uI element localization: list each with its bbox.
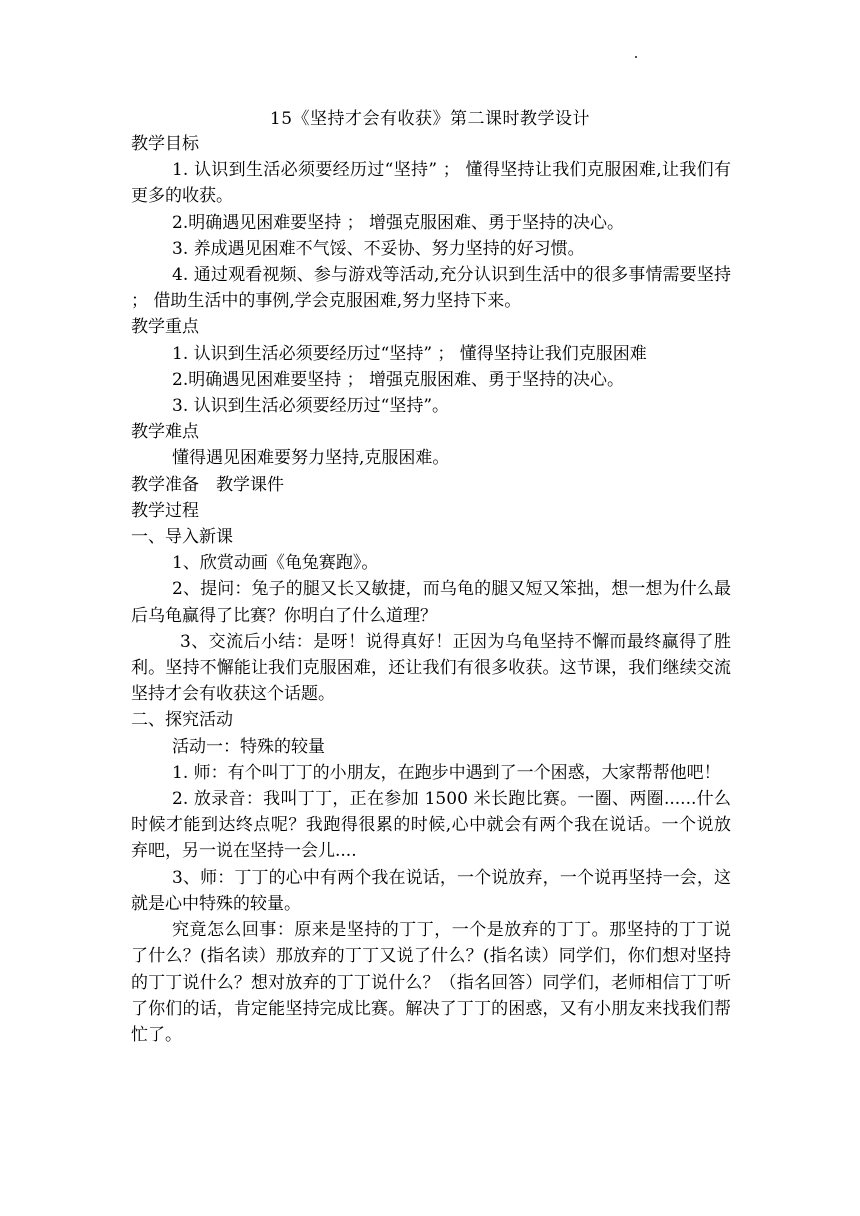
section2-paragraph-3: 3、师：丁丁的心中有两个我在说话，一个说放弃，一个说再坚持一会，这就是心中特殊的较量。 bbox=[131, 867, 731, 914]
process-heading: 教学过程 bbox=[131, 500, 199, 521]
section2-paragraph-2: 2. 放录音：我叫丁丁，正在参加 1500 米长跑比赛。一圈、两圈......什么时候才能到达终点呢？我跑得很累的时候,心中就会有两个我在说话。一个说放弃吧，另一说在坚持一会儿.... bbox=[131, 789, 731, 862]
section1-paragraph-2: 2、提问：兔子的腿又长又敏捷，而乌龟的腿又短又笨拙，想一想为什么最后乌龟赢得了比赛？你明白了什么道理？ bbox=[131, 579, 731, 626]
key-point-item-2: 2.明确遇见困难要坚持 ； 增强克服困难、勇于坚持的决心。 bbox=[172, 369, 625, 390]
goal-item-1: 1. 认识到生活必须要经历过“坚持” ； 懂得坚持让我们克服困难,让我们有更多的收获。 bbox=[131, 160, 731, 207]
activity-title: 活动一：特殊的较量 bbox=[172, 736, 325, 757]
document-title: 15《坚持才会有收获》第二课时教学设计 bbox=[269, 109, 591, 129]
goals-heading: 教学目标 bbox=[131, 134, 199, 154]
difficulties-heading: 教学难点 bbox=[131, 422, 199, 443]
section1-heading: 一、导入新课 bbox=[131, 527, 233, 548]
key-point-item-1: 1. 认识到生活必须要经历过“坚持” ； 懂得坚持让我们克服困难 bbox=[172, 343, 647, 364]
goal-item-3: 3. 养成遇见困难不气馁、不妥协、努力坚持的好习惯。 bbox=[172, 238, 585, 259]
preparation-line: 教学准备 教学课件 bbox=[131, 474, 284, 495]
goal-item-4: 4. 通过观看视频、参与游戏等活动,充分认识到生活中的很多事情需要坚持 ； 借助生活中的事例,学会克服困难,努力坚持下来。 bbox=[131, 265, 731, 312]
document-body bbox=[131, 131, 731, 1048]
section2-paragraph-4: 究竟怎么回事：原来是坚持的丁丁，一个是放弃的丁丁。那坚持的丁丁说了什么？(指名读）那放弃的丁丁又说了什么？(指名读）同学们，你们想对坚持的丁丁说什么？想对放弃的丁丁说什么？（指名回答）同学们，老师相信丁丁听了你们的话，肯定能坚持完成比赛。解决了丁丁的困惑，又有小朋友来找我们帮忙了。 bbox=[131, 920, 731, 1045]
key-points-heading: 教学重点 bbox=[131, 317, 199, 338]
section1-paragraph-3: 3、交流后小结：是呀！说得真好！正因为乌龟坚持不懈而最终赢得了胜利。坚持不懈能让我们克服困难，还让我们有很多收获。这节课，我们继续交流坚持才会有收获这个话题。 bbox=[131, 631, 731, 705]
page-dot-mark bbox=[635, 56, 637, 58]
section1-paragraph-1: 1、欣赏动画《龟兔赛跑》。 bbox=[172, 553, 379, 574]
key-point-item-3: 3. 认识到生活必须要经历过“坚持”。 bbox=[172, 396, 450, 417]
section2-heading: 二、探究活动 bbox=[131, 710, 233, 731]
goal-item-2: 2.明确遇见困难要坚持 ； 增强克服困难、勇于坚持的决心。 bbox=[172, 212, 625, 233]
section2-paragraph-1: 1. 师：有个叫丁丁的小朋友，在跑步中遇到了一个困惑，大家帮帮他吧！ bbox=[172, 762, 721, 783]
difficulties-text: 懂得遇见困难要努力坚持,克服困难。 bbox=[172, 448, 450, 469]
